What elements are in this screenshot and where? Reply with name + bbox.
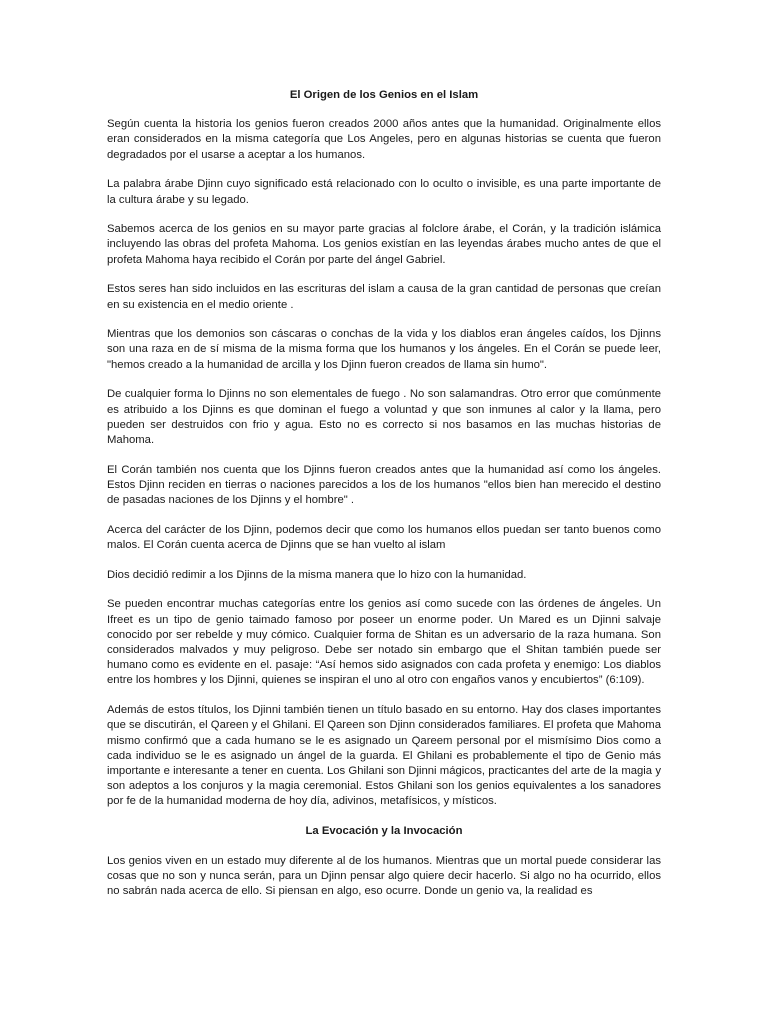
paragraph: El Corán también nos cuenta que los Djinns fueron creados antes que la humanidad así como los ángeles. Estos Djinn reciden en tierras o naciones parecidos a los de los humanos "ellos bien han merecido el destino de pasadas naciones de los Djinns y el hombre" . [107,463,661,507]
paragraph: Dios decidió redimir a los Djinns de la misma manera que lo hizo con la humanidad. [107,568,527,581]
paragraph: Los genios viven en un estado muy diferente al de los humanos. Mientras que un mortal puede considerar las cosas que no son y nunca serán, para un Djinn pensar algo quiere decir hacerlo. Si algo no ha ocurrido, ellos no sabrán nada acerca de ello. Si piensan en algo, eso ocurre. Donde un genio va, la realidad es [107,854,661,898]
document-body [107,88,661,914]
paragraph: Mientras que los demonios son cáscaras o conchas de la vida y los diablos eran ángeles caídos, los Djinns son una raza en de sí misma de la misma forma que los humanos y los ángeles. En el Corán se puede leer, "hemos creado a la humanidad de arcilla y los Djinn fueron creados de llama sin humo". [107,328,661,371]
paragraph: Acerca del carácter de los Djinn, podemos decir que como los humanos ellos puedan ser tanto buenos como malos. El Corán cuenta acerca de Djinns que se han vuelto al islam [107,523,661,551]
paragraph: De cualquier forma lo Djinns no son elementales de fuego . No son salamandras. Otro error que comúnmente es atribuido a los Djinns es que dominan el fuego a voluntad y que son inmunes al calor y la llama, pero pueden ser destruidos con frio y agua. Esto no es correcto si nos basamos en las muchas historias de Mahoma. [107,388,661,446]
paragraph: Según cuenta la historia los genios fueron creados 2000 años antes que la humanidad. Originalmente ellos eran considerados en la misma categoría que Los Angeles, pero en algunas historias se cuenta que fueron degradados por el usarse a aceptar a los humanos. [107,118,661,161]
paragraph: Además de estos títulos, los Djinni también tienen un título basado en su entorno. Hay dos clases importantes que se discutirán, el Qareen y el Ghilani. El Qareen son Djinn considerados familiares. El profeta que Mahoma mismo confirmó que a cada humano se le es asignado un Qareem personal por el mismísimo Dios como a cada individuo se le es asignado un ángel de la guarda. El Ghilani es probablemente el tipo de Genio más importante e interesante a tener en cuenta. Los Ghilani son Djinni mágicos, practicantes del arte de la magia y son adeptos a los conjuros y la magia ceremonial. Estos Ghilani son los genios equivalentes a los sanadores por fe de la humanidad moderna de hoy día, adivinos, metafísicos, y místicos. [107,704,661,808]
paragraph: Estos seres han sido incluidos en las escrituras del islam a causa de la gran cantidad de personas que creían en su existencia en el medio oriente . [107,283,661,311]
section-heading: La Evocación y la Invocación [305,825,463,838]
document-title: El Origen de los Genios en el Islam [289,89,479,101]
paragraph: Se pueden encontrar muchas categorías entre los genios así como sucede con las órdenes de ángeles. Un Ifreet es un tipo de genio taimado famoso por poseer un enorme poder. Un Mared es un Djinni salvaje conocido por ser rebelde y muy cómico. Cualquier forma de Shitan es un adversario de la raza humana. Son considerados malvados y muy peligroso. Debe ser notado sin embargo que el Shitan también puede ser humano como es evidente en el. pasaje: “Así hemos sido asignados con cada profeta y enemigo: Los diablos entre los hombres y los Djinni, quienes se inspiran el uno al otro con engaños vanos y encubiertos” (6:109). [107,598,661,687]
paragraph: Sabemos acerca de los genios en su mayor parte gracias al folclore árabe, el Corán, y la tradición islámica incluyendo las obras del profeta Mahoma. Los genios existían en las leyendas árabes mucho antes de que el profeta Mahoma haya recibido el Corán por parte del ángel Gabriel. [107,223,661,266]
paragraph: La palabra árabe Djinn cuyo significado está relacionado con lo oculto o invisible, es una parte importante de la cultura árabe y su legado. [107,178,661,206]
